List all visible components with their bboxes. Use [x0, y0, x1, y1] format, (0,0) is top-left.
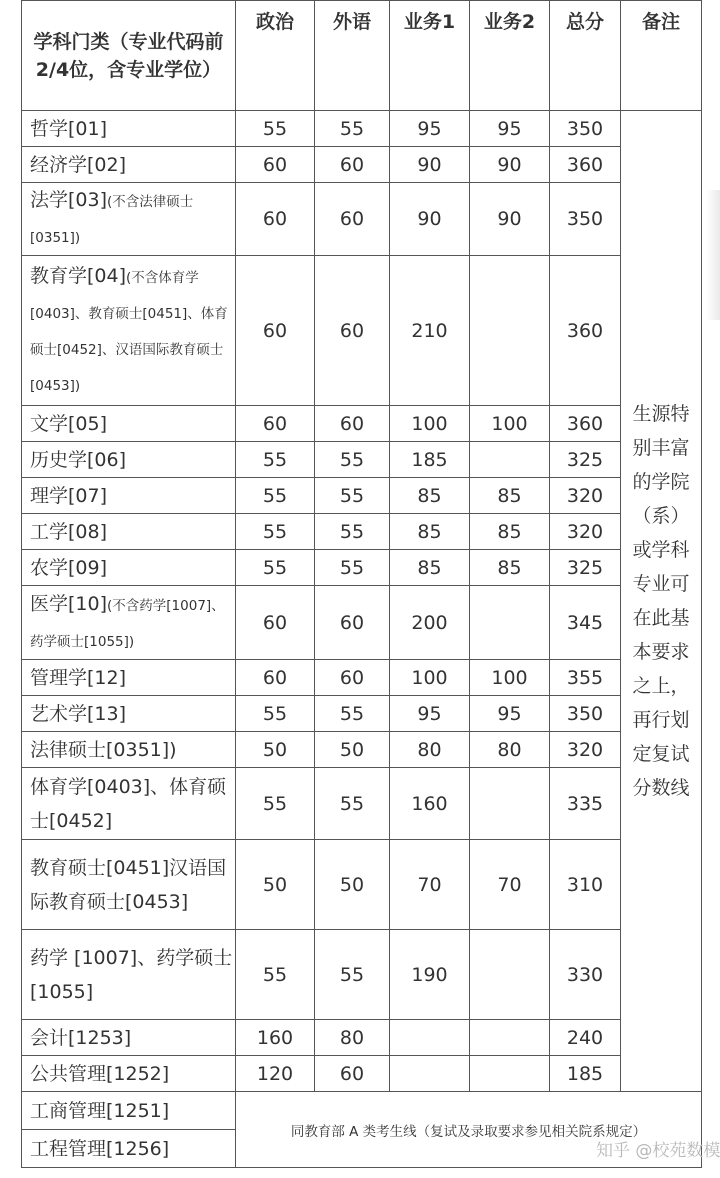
cell-total: 330	[550, 930, 621, 1020]
cell-politics: 55	[236, 442, 315, 478]
cell-foreign: 55	[315, 696, 390, 732]
cell-foreign: 50	[315, 732, 390, 768]
cell-politics: 55	[236, 478, 315, 514]
category-name: 工学[08]	[30, 520, 108, 543]
cell-total: 360	[550, 406, 621, 442]
row-category	[22, 586, 236, 660]
category-name: 药学 [1007]、药学硕士[1055]	[30, 946, 233, 1003]
row-category	[22, 442, 236, 478]
cell-total: 350	[550, 111, 621, 147]
row-category	[22, 111, 236, 147]
cell-major2	[470, 768, 550, 840]
cell-major2: 85	[470, 550, 550, 586]
cell-foreign: 55	[315, 442, 390, 478]
cell-foreign: 55	[315, 550, 390, 586]
category-name: 公共管理[1252]	[30, 1062, 170, 1085]
category-note: (不含药学[1007]、药学硕士[1055])	[30, 597, 225, 650]
category-name: 理学[07]	[30, 484, 108, 507]
cell-total: 185	[550, 1056, 621, 1092]
cell-major1: 90	[390, 183, 470, 256]
row-category	[22, 660, 236, 696]
cell-major2	[470, 442, 550, 478]
cell-total: 320	[550, 732, 621, 768]
cell-foreign: 55	[315, 111, 390, 147]
cell-foreign: 60	[315, 660, 390, 696]
cell-foreign: 60	[315, 586, 390, 660]
cell-major1: 85	[390, 514, 470, 550]
row-category	[22, 1020, 236, 1056]
cell-major1: 85	[390, 478, 470, 514]
cell-major1: 85	[390, 550, 470, 586]
category-name: 会计[1253]	[30, 1026, 132, 1049]
bottom-note-cell: 同教育部 A 类考生线（复试及录取要求参见相关院系规定）	[236, 1092, 702, 1168]
cell-major1: 210	[390, 256, 470, 406]
cell-major2: 90	[470, 147, 550, 183]
category-name: 管理学[12]	[30, 666, 127, 689]
table-row	[22, 514, 702, 550]
cell-major2: 70	[470, 840, 550, 930]
table-row	[22, 183, 702, 256]
cell-major1: 70	[390, 840, 470, 930]
cell-major2: 95	[470, 696, 550, 732]
table-row	[22, 930, 702, 1020]
cell-major1	[390, 1020, 470, 1056]
table-row	[22, 478, 702, 514]
cell-politics: 55	[236, 550, 315, 586]
table-row	[22, 256, 702, 406]
category-name: 经济学[02]	[30, 153, 127, 176]
header-foreign: 外语	[315, 1, 390, 111]
cell-politics: 120	[236, 1056, 315, 1092]
cell-total: 360	[550, 147, 621, 183]
cell-major1	[390, 1056, 470, 1092]
row-category	[22, 183, 236, 256]
table-row	[22, 660, 702, 696]
cell-major1: 95	[390, 696, 470, 732]
table-row	[22, 111, 702, 147]
row-category	[22, 930, 236, 1020]
header-major1: 业务1	[390, 1, 470, 111]
category-name: 文学[05]	[30, 412, 108, 435]
cell-politics: 55	[236, 111, 315, 147]
row-category	[22, 550, 236, 586]
table-row	[22, 1092, 702, 1130]
cell-foreign: 55	[315, 930, 390, 1020]
table-row	[22, 732, 702, 768]
cell-total: 320	[550, 478, 621, 514]
cell-politics: 160	[236, 1020, 315, 1056]
cell-major2: 85	[470, 514, 550, 550]
category-name: 教育硕士[0451]汉语国际教育硕士[0453]	[30, 856, 227, 913]
cell-politics: 60	[236, 256, 315, 406]
cell-major2: 85	[470, 478, 550, 514]
header-politics: 政治	[236, 1, 315, 111]
header-row	[22, 1, 702, 111]
cell-politics: 60	[236, 586, 315, 660]
category-name: 法律硕士[0351])	[30, 738, 177, 761]
cell-major2: 100	[470, 660, 550, 696]
cell-foreign: 60	[315, 183, 390, 256]
cell-major2: 90	[470, 183, 550, 256]
cell-total: 325	[550, 442, 621, 478]
cell-total: 325	[550, 550, 621, 586]
category-name: 法学[03]	[30, 189, 108, 211]
category-name: 历史学[06]	[30, 448, 127, 471]
cell-politics: 55	[236, 768, 315, 840]
cell-total: 355	[550, 660, 621, 696]
cell-politics: 60	[236, 406, 315, 442]
cell-major2	[470, 930, 550, 1020]
row-category	[22, 840, 236, 930]
cell-total: 320	[550, 514, 621, 550]
cell-politics: 55	[236, 930, 315, 1020]
cell-major2	[470, 1020, 550, 1056]
cell-total: 345	[550, 586, 621, 660]
row-category	[22, 256, 236, 406]
category-name: 体育学[0403]、体育硕士[0452]	[30, 775, 227, 832]
cell-total: 350	[550, 696, 621, 732]
cell-major1: 190	[390, 930, 470, 1020]
header-category: 学科门类（专业代码前2/4位，含专业学位）	[22, 1, 236, 111]
table-row	[22, 1020, 702, 1056]
cell-major2	[470, 256, 550, 406]
remark-cell: 生源特别丰富的学院（系）或学科专业可在此基本要求之上，再行划定复试分数线	[621, 111, 702, 1092]
cell-major2: 80	[470, 732, 550, 768]
score-table	[21, 0, 702, 1168]
cell-total: 360	[550, 256, 621, 406]
category-note: (不含体育学[0403]、教育硕士[0451]、体育硕士[0452]、汉语国际教育硕士[0453])	[30, 269, 228, 394]
edge-shadow	[706, 190, 720, 320]
table-row	[22, 586, 702, 660]
category-name: 哲学[01]	[30, 117, 108, 140]
table-row	[22, 840, 702, 930]
header-total: 总分	[550, 1, 621, 111]
cell-major2	[470, 1056, 550, 1092]
row-category	[22, 696, 236, 732]
cell-foreign: 80	[315, 1020, 390, 1056]
cell-major1: 185	[390, 442, 470, 478]
cell-politics: 60	[236, 183, 315, 256]
category-name: 农学[09]	[30, 556, 108, 579]
row-category: 工商管理[1251]	[22, 1092, 236, 1130]
cell-major1: 80	[390, 732, 470, 768]
cell-foreign: 55	[315, 478, 390, 514]
cell-foreign: 60	[315, 147, 390, 183]
header-remark: 备注	[621, 1, 702, 111]
row-category	[22, 732, 236, 768]
row-category	[22, 147, 236, 183]
table-row	[22, 406, 702, 442]
cell-politics: 55	[236, 696, 315, 732]
cell-major1: 100	[390, 660, 470, 696]
row-category	[22, 768, 236, 840]
table-row	[22, 442, 702, 478]
row-category: 工程管理[1256]	[22, 1130, 236, 1168]
cell-foreign: 55	[315, 768, 390, 840]
table-row	[22, 147, 702, 183]
row-category	[22, 478, 236, 514]
table-body	[22, 111, 702, 1168]
table-row	[22, 550, 702, 586]
table-row	[22, 1056, 702, 1092]
category-note: (不含法律硕士[0351])	[30, 194, 194, 246]
cell-total: 310	[550, 840, 621, 930]
row-category	[22, 406, 236, 442]
cell-foreign: 60	[315, 406, 390, 442]
category-name: 教育学[04]	[30, 264, 127, 287]
category-name: 艺术学[13]	[30, 702, 127, 725]
cell-major2: 100	[470, 406, 550, 442]
cell-major1: 100	[390, 406, 470, 442]
cell-major1: 200	[390, 586, 470, 660]
cell-total: 350	[550, 183, 621, 256]
cell-politics: 50	[236, 732, 315, 768]
table-row	[22, 768, 702, 840]
cell-major2: 95	[470, 111, 550, 147]
row-category	[22, 1056, 236, 1092]
cell-foreign: 50	[315, 840, 390, 930]
cell-major2	[470, 586, 550, 660]
category-name: 医学[10]	[30, 592, 108, 615]
cell-foreign: 60	[315, 1056, 390, 1092]
cell-total: 240	[550, 1020, 621, 1056]
table-row	[22, 696, 702, 732]
row-category	[22, 514, 236, 550]
cell-politics: 60	[236, 147, 315, 183]
cell-total: 335	[550, 768, 621, 840]
cell-politics: 50	[236, 840, 315, 930]
cell-politics: 60	[236, 660, 315, 696]
cell-major1: 90	[390, 147, 470, 183]
watermark: 知乎 @校苑数模	[596, 1141, 720, 1161]
cell-politics: 55	[236, 514, 315, 550]
cell-foreign: 55	[315, 514, 390, 550]
header-major2: 业务2	[470, 1, 550, 111]
cell-major1: 95	[390, 111, 470, 147]
cell-major1: 160	[390, 768, 470, 840]
cell-foreign: 60	[315, 256, 390, 406]
